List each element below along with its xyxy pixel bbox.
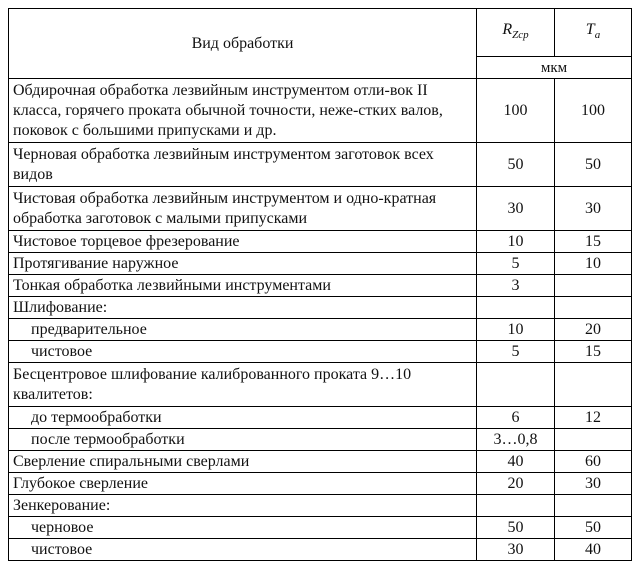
- row-label: Бесцентровое шлифование калиброванного проката 9…10 квалитетов:: [9, 363, 477, 407]
- row-label: Зенкерование:: [9, 495, 477, 517]
- ta-value: [555, 275, 632, 297]
- row-label: предварительное: [9, 319, 477, 341]
- rz-value: 40: [477, 451, 555, 473]
- table-row: [9, 363, 632, 407]
- table-row: [9, 187, 632, 231]
- ta-value: [555, 429, 632, 451]
- units-label: мкм: [477, 57, 632, 79]
- row-label: чистовое: [9, 341, 477, 363]
- rz-value: [477, 297, 555, 319]
- ta-symbol: T: [585, 20, 595, 38]
- row-label: Глубокое сверление: [9, 473, 477, 495]
- table-row: [9, 517, 632, 539]
- header-row: [9, 9, 632, 57]
- ta-value: 40: [555, 539, 632, 561]
- ta-value: [555, 495, 632, 517]
- table-row: [9, 407, 632, 429]
- row-label: Шлифование:: [9, 297, 477, 319]
- table-row: [9, 231, 632, 253]
- row-label: Черновая обработка лезвийным инструментом заготовок всех видов: [9, 143, 477, 187]
- column-header-ta: [555, 9, 632, 57]
- row-label: чистовое: [9, 539, 477, 561]
- rz-value: 3…0,8: [477, 429, 555, 451]
- table-row: [9, 341, 632, 363]
- processing-table: [8, 8, 632, 561]
- table-container: [8, 8, 632, 561]
- rz-value: 100: [477, 79, 555, 143]
- ta-value: [555, 363, 632, 407]
- rz-value: 10: [477, 231, 555, 253]
- ta-value: 60: [555, 451, 632, 473]
- row-label: Протягивание наружное: [9, 253, 477, 275]
- ta-value: 50: [555, 517, 632, 539]
- table-row: [9, 253, 632, 275]
- rz-value: 50: [477, 517, 555, 539]
- rz-value: [477, 363, 555, 407]
- ta-value: 30: [555, 473, 632, 495]
- row-label: Обдирочная обработка лезвийным инструментом отли-вок II класса, горячего проката обычной точности, неже-стких валов, поковок с большими припусками и др.: [9, 79, 477, 143]
- rz-value: 6: [477, 407, 555, 429]
- ta-value: 100: [555, 79, 632, 143]
- table-row: [9, 297, 632, 319]
- ta-value: 50: [555, 143, 632, 187]
- row-label: Сверление спиральными сверлами: [9, 451, 477, 473]
- ta-value: 10: [555, 253, 632, 275]
- table-row: [9, 539, 632, 561]
- table-row: [9, 143, 632, 187]
- table-row: [9, 79, 632, 143]
- row-label: после термообработки: [9, 429, 477, 451]
- rz-value: [477, 495, 555, 517]
- rz-value: 50: [477, 143, 555, 187]
- rz-value: 3: [477, 275, 555, 297]
- row-label: Чистовое торцевое фрезерование: [9, 231, 477, 253]
- table-row: [9, 495, 632, 517]
- table-row: [9, 275, 632, 297]
- rz-symbol: R: [502, 20, 513, 38]
- rz-value: 30: [477, 539, 555, 561]
- ta-value: 15: [555, 231, 632, 253]
- row-label: до термообработки: [9, 407, 477, 429]
- rz-value: 5: [477, 253, 555, 275]
- rz-value: 5: [477, 341, 555, 363]
- row-label: Тонкая обработка лезвийными инструментами: [9, 275, 477, 297]
- rz-value: 30: [477, 187, 555, 231]
- table-row: [9, 319, 632, 341]
- rz-subscript: Zcp: [512, 29, 529, 42]
- table-row: [9, 429, 632, 451]
- ta-value: 12: [555, 407, 632, 429]
- column-header-rz: [477, 9, 555, 57]
- rz-value: 20: [477, 473, 555, 495]
- rz-value: 10: [477, 319, 555, 341]
- column-header-type: Вид обработки: [9, 9, 477, 79]
- ta-subscript: a: [594, 29, 601, 42]
- row-label: черновое: [9, 517, 477, 539]
- ta-value: [555, 297, 632, 319]
- table-row: [9, 473, 632, 495]
- ta-value: 15: [555, 341, 632, 363]
- ta-value: 20: [555, 319, 632, 341]
- row-label: Чистовая обработка лезвийным инструментом и одно-кратная обработка заготовок с малыми припусками: [9, 187, 477, 231]
- table-row: [9, 451, 632, 473]
- ta-value: 30: [555, 187, 632, 231]
